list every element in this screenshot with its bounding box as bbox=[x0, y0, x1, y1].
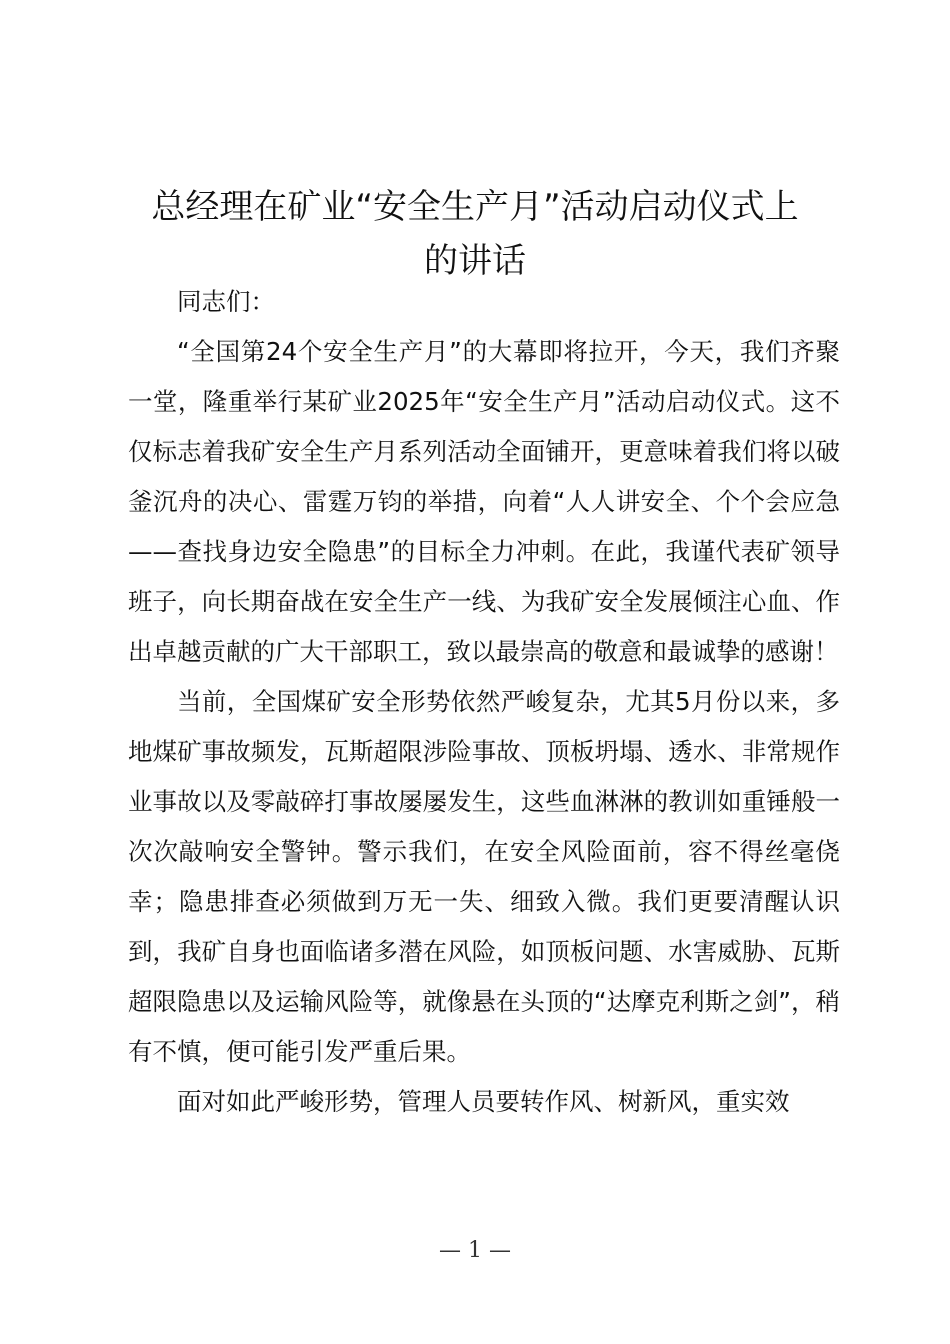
paragraph-1: “全国第24个安全生产月”的大幕即将拉开，今天，我们齐聚一堂，隆重举行某矿业2025年“安全生产月”活动启动仪式。这不仅标志着我矿安全生产月系列活动全面铺开，更意味着我们将以破釜沉舟的决心、雷霆万钧的举措，向着“人人讲安全、个个会应急——查找身边安全隐患”的目标全力冲刺。在此，我谨代表矿领导班子，向长期奋战在安全生产一线、为我矿安全发展倾注心血、作出卓越贡献的广大干部职工，致以最崇高的敬意和最诚挚的感谢！ bbox=[128, 337, 840, 666]
page-number: — 1 — bbox=[439, 1238, 511, 1263]
salutation: 同志们： bbox=[177, 287, 275, 316]
paragraph-3: 面对如此严峻形势，管理人员要转作风、树新风，重实效 bbox=[177, 1087, 790, 1116]
document-title bbox=[110, 180, 840, 288]
paragraph-2: 当前，全国煤矿安全形势依然严峻复杂，尤其5月份以来，多地煤矿事故频发，瓦斯超限涉险事故、顶板坍塌、透水、非常规作业事故以及零敲碎打事故屡屡发生，这些血淋淋的教训如重锤般一次次敲响安全警钟。警示我们，在安全风险面前，容不得丝毫侥幸；隐患排查必须做到万无一失、细致入微。我们更要清醒认识到，我矿自身也面临诸多潜在风险，如顶板问题、水害威胁、瓦斯超限隐患以及运输风险等，就像悬在头顶的“达摩克利斯之剑”，稍有不慎，便可能引发严重后果。 bbox=[128, 687, 840, 1066]
document-body bbox=[128, 277, 840, 1127]
title-line-1: 总经理在矿业“安全生产月”活动启动仪式上 bbox=[151, 187, 799, 227]
title-line-2: 的讲话 bbox=[424, 241, 526, 281]
